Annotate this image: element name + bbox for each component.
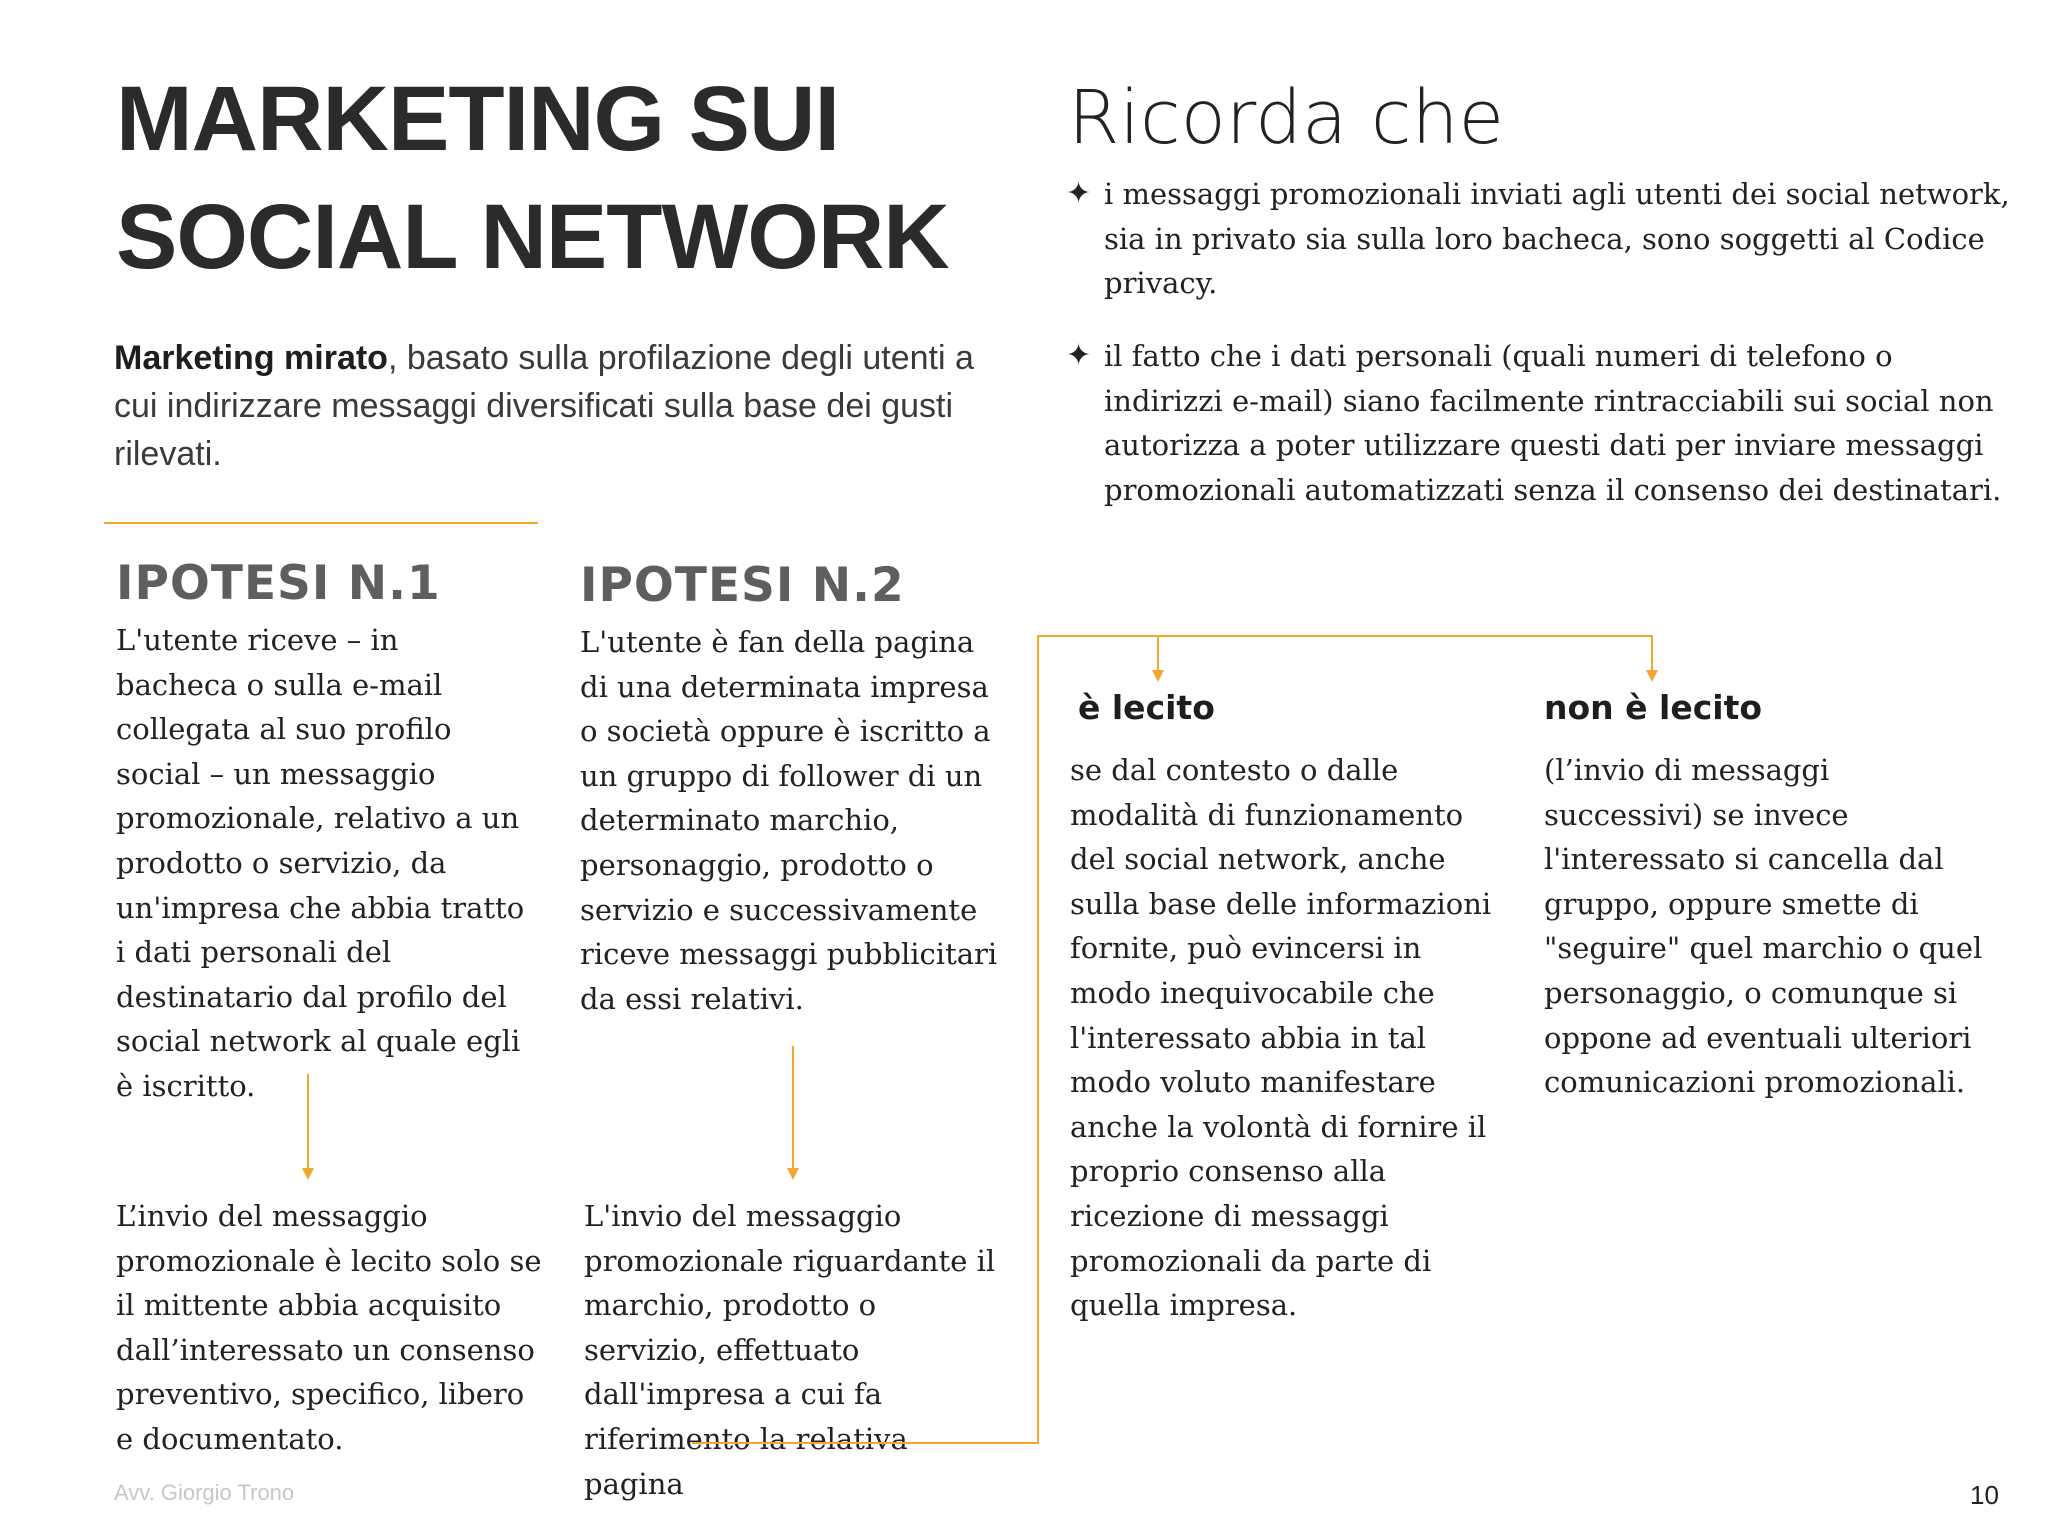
unlawful-case-text: (l’invio di messaggi successivi) se invece l'interessato si cancella dal gruppo, oppure smette di "seguire" quel marchio o quel personaggio, o comunque si oppone ad eventuali ulteriori comunicazioni promozionali. bbox=[1544, 753, 1983, 1100]
lawful-arrow-head bbox=[1152, 670, 1164, 682]
lawful-case-title: è lecito bbox=[1078, 688, 1215, 727]
hypothesis-2-arrow-head bbox=[787, 1168, 799, 1180]
intro-text: , basato sulla profilazione degli utenti a cui indirizzare messaggi diversificati sulla base dei gusti rilevati. bbox=[114, 339, 974, 473]
four-pointed-star-icon: ✦ bbox=[1066, 338, 1092, 373]
hypothesis-1-arrow-head bbox=[302, 1168, 314, 1180]
intro-bold: Marketing mirato bbox=[114, 339, 388, 377]
four-pointed-star-icon: ✦ bbox=[1066, 176, 1092, 211]
hypothesis-1-title: IPOTESI N.1 bbox=[116, 556, 441, 611]
hypothesis-1-text: L'utente riceve – in bacheca o sulla e-mail collegata al suo profilo social – un messaggio promozionale, relativo a un prodotto o servizio, da un'impresa che abbia tratto i dati personali del destinatario dal profilo del social network al quale egli è iscritto. bbox=[116, 623, 525, 1103]
footer-author: Avv. Giorgio Trono bbox=[114, 1480, 295, 1505]
page-number: 10 bbox=[1970, 1480, 1999, 1510]
hypothesis-1-result: L’invio del messaggio promozionale è lecito solo se il mittente abbia acquisito dall’interessato un consenso preventivo, specifico, libero e documentato. bbox=[116, 1199, 542, 1456]
lawful-case-text: se dal contesto o dalle modalità di funzionamento del social network, anche sulla base delle informazioni fornite, può evincersi in modo inequivocabile che l'interessato abbia in tal modo voluto manifestare anche la volontà di fornire il proprio consenso alla ricezione di messaggi promozionali da parte di quella impresa. bbox=[1070, 753, 1492, 1323]
remember-bullet-1-text: i messaggi promozionali inviati agli utenti dei social network, sia in privato sia sulla loro bacheca, sono soggetti al Codice privacy. bbox=[1104, 177, 2010, 300]
hypothesis-2-result: L'invio del messaggio promozionale riguardante il marchio, prodotto o servizio, effettuato dall'impresa a cui fa riferimento la relativa pagina bbox=[584, 1199, 996, 1501]
unlawful-arrow-head bbox=[1646, 670, 1658, 682]
remember-title: Ricorda che bbox=[1068, 75, 1505, 161]
hypothesis-2-title: IPOTESI N.2 bbox=[580, 558, 905, 613]
hypothesis-2-text: L'utente è fan della pagina di una determinata impresa o società oppure è iscritto a un gruppo di follower di un determinato marchio, personaggio, prodotto o servizio e successivamente riceve messaggi pubblicitari da essi relativi. bbox=[580, 625, 998, 1016]
unlawful-case-title: non è lecito bbox=[1544, 688, 1763, 727]
page-title-line-1: MARKETING SUI bbox=[116, 68, 839, 170]
remember-bullet-2-text: il fatto che i dati personali (quali numeri di telefono o indirizzi e-mail) siano facilmente rintracciabili sui social non autorizza a poter utilizzare questi dati per inviare messaggi promozionali automatizzati senza il consenso dei destinatari. bbox=[1104, 339, 2002, 507]
hypothesis-2-to-cases-line bbox=[692, 636, 1652, 1443]
page-title-line-2: SOCIAL NETWORK bbox=[116, 186, 949, 288]
